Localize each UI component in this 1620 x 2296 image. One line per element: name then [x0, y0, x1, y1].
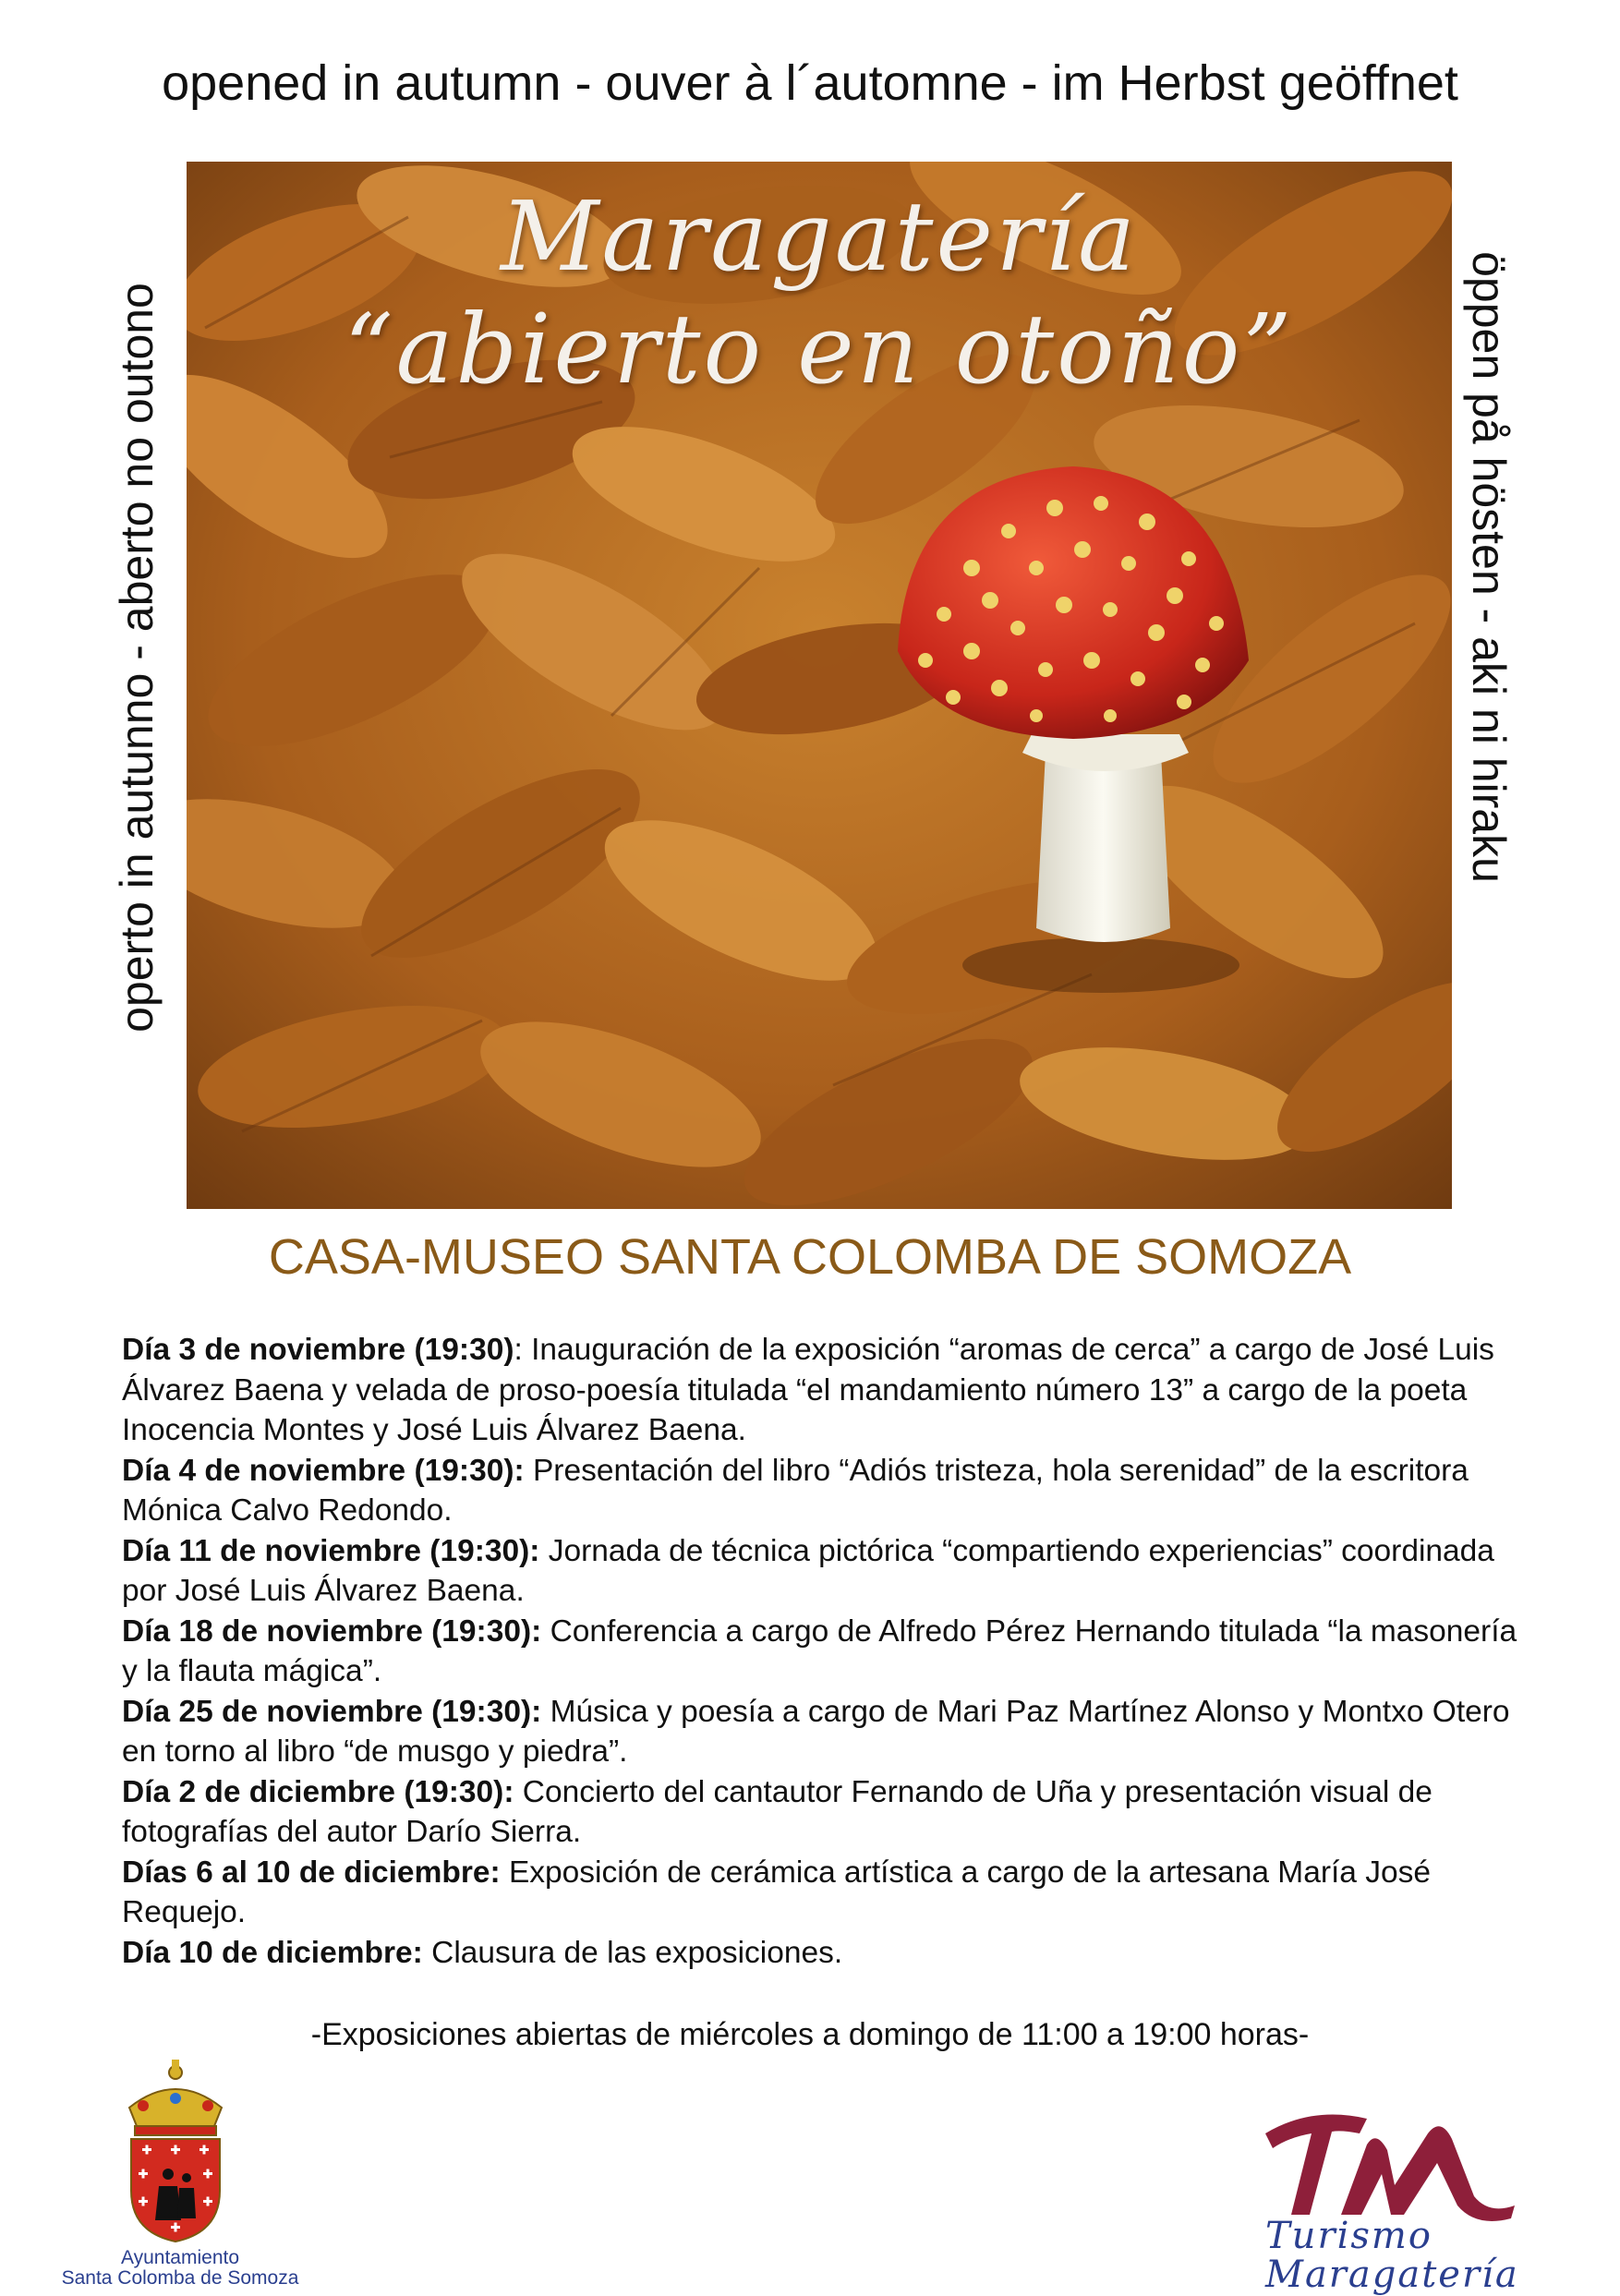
event-item [122, 1933, 1526, 1974]
event-date: Día 25 de noviembre (19:30): [122, 1694, 542, 1729]
turismo-maragateria-logo-icon [1256, 2097, 1533, 2226]
events-list [122, 1330, 1526, 1973]
poster-title-line2: “abierto en otoño” [344, 293, 1295, 405]
event-description: : Inauguración de la exposición “aromas de cerca” a cargo de José Luis Álvarez Baena y velada de proso-poesía titulada “el mandamiento número 13” a cargo de la poeta Inocencia Montes y José Luis Álvarez Baena. [122, 1333, 1494, 1447]
opening-hours: -Exposiciones abiertas de miércoles a domingo de 11:00 a 19:00 horas- [310, 2017, 1310, 2052]
side-text-left: operto in autunno - aberto no outono [111, 283, 163, 1033]
event-date: Día 4 de noviembre (19:30): [122, 1453, 525, 1488]
tm-line1: Turismo [1265, 2215, 1433, 2257]
event-item [122, 1772, 1526, 1853]
ayuntamiento-label [37, 2248, 323, 2289]
side-text-right: öppen på hösten - aki ni hiraku [1463, 251, 1515, 883]
event-description: Música y poesía a cargo de Mari Paz Martínez Alonso y Montxo Otero en torno al libro “de musgo y piedra”. [122, 1694, 1510, 1769]
event-item [122, 1531, 1526, 1612]
event-item [122, 1330, 1526, 1451]
event-date: Día 18 de noviembre (19:30): [122, 1613, 542, 1649]
museum-name: CASA-MUSEO SANTA COLOMBA DE SOMOZA [268, 1229, 1352, 1285]
event-date: Día 3 de noviembre (19:30) [122, 1333, 514, 1367]
event-description: Jornada de técnica pictórica “compartiendo experiencias” coordinada por José Luis Álvarez Baena. [122, 1533, 1494, 1608]
coat-of-arms-icon [111, 2052, 240, 2246]
event-item [122, 1853, 1526, 1933]
ayuntamiento-line2: Santa Colomba de Somoza [61, 2267, 299, 2289]
event-item [122, 1612, 1526, 1692]
tm-line2: Maragatería [1265, 2254, 1519, 2296]
turismo-maragateria-wordmark [1265, 2217, 1542, 2294]
top-banner: opened in autumn - ouver à l´automne - im Herbst geöffnet [162, 55, 1458, 111]
event-description: Presentación del libro “Adiós tristeza, hola serenidad” de la escritora Mónica Calvo Redondo. [122, 1453, 1469, 1528]
event-date: Día 11 de noviembre (19:30): [122, 1533, 540, 1568]
ayuntamiento-line1: Ayuntamiento [120, 2247, 240, 2268]
event-description: Concierto del cantautor Fernando de Uña y presentación visual de fotografías del autor Darío Sierra. [122, 1774, 1433, 1849]
event-date: Día 2 de diciembre (19:30): [122, 1774, 514, 1809]
event-date: Días 6 al 10 de diciembre: [122, 1855, 501, 1890]
event-item [122, 1451, 1526, 1531]
poster-title-line1: Maragatería [500, 180, 1139, 293]
event-date: Día 10 de diciembre: [122, 1935, 423, 1970]
event-description: Clausura de las exposiciones. [422, 1935, 843, 1970]
poster-title [187, 180, 1452, 405]
event-item [122, 1692, 1526, 1772]
poster-photo [187, 162, 1452, 1209]
event-description: Exposición de cerámica artística a cargo de la artesana María José Requejo. [122, 1855, 1431, 1929]
event-description: Conferencia a cargo de Alfredo Pérez Hernando titulada “la masonería y la flauta mágica”. [122, 1613, 1517, 1688]
